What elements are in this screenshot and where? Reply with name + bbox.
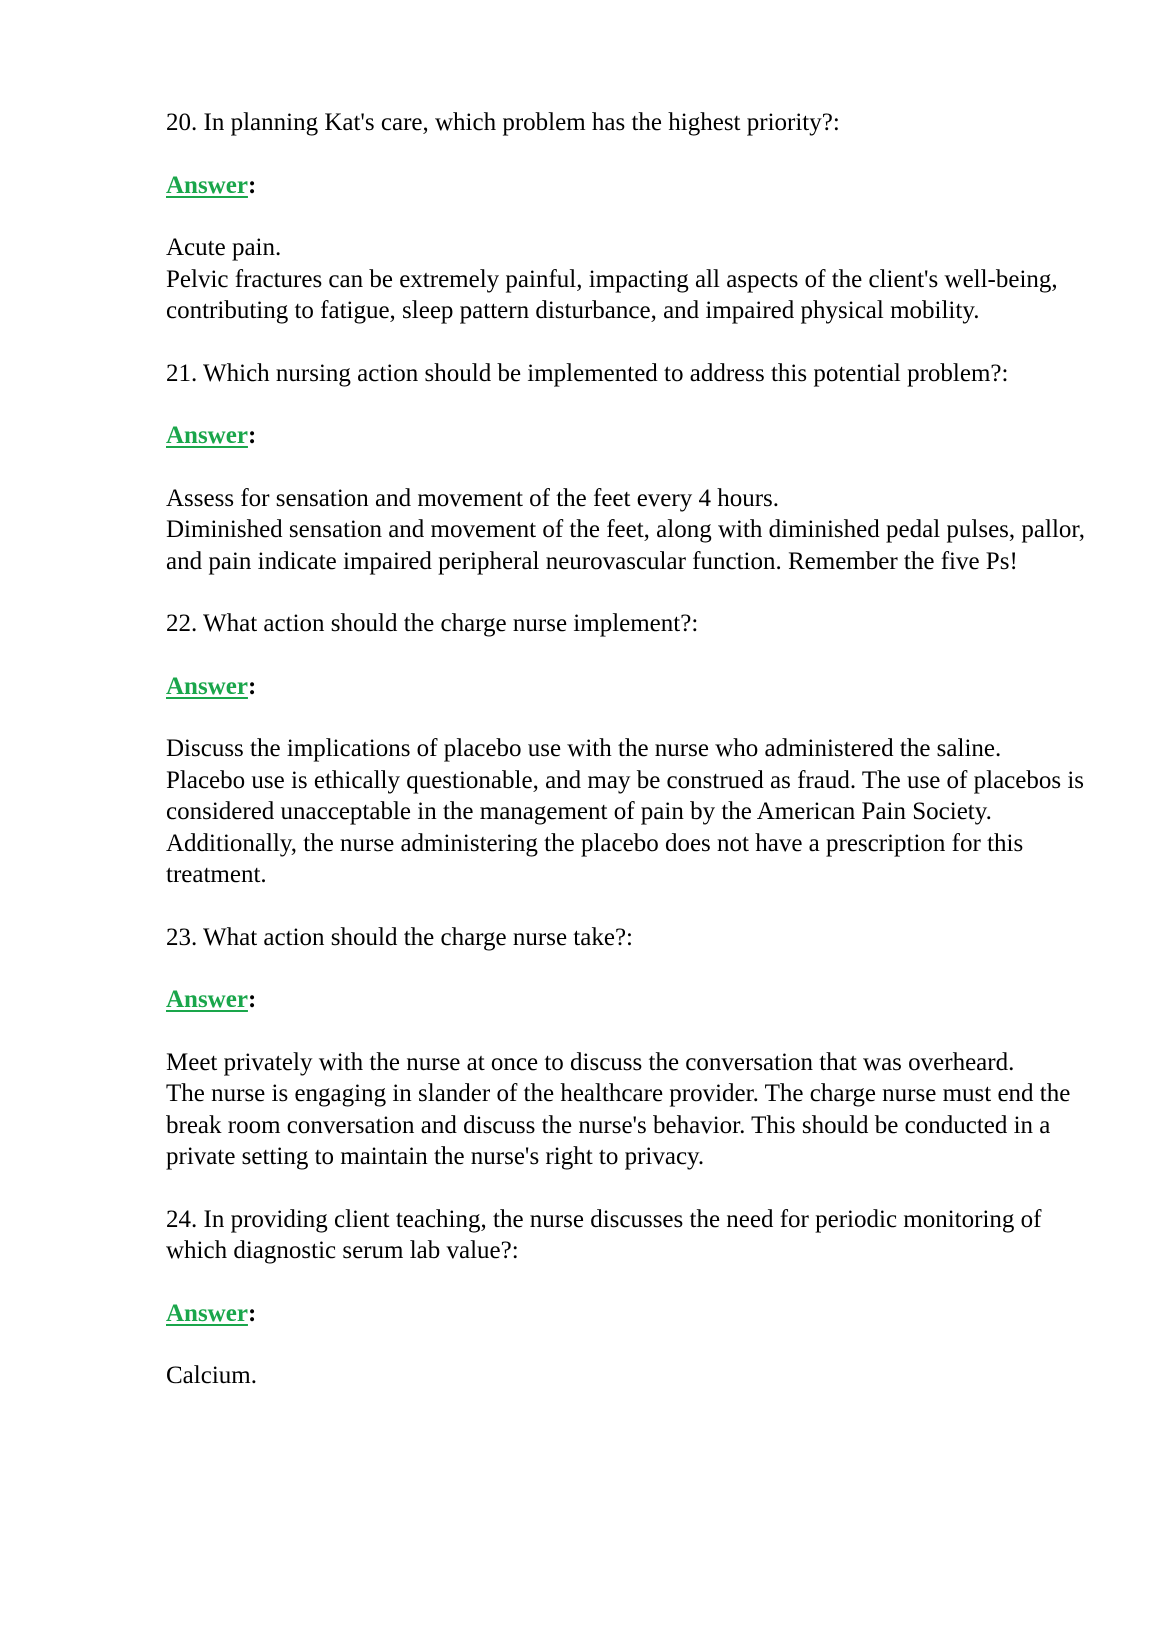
answer-label[interactable]: Answer:: [166, 1299, 257, 1327]
answer-block: [166, 232, 1086, 327]
answer-label[interactable]: Answer:: [166, 422, 257, 449]
answer-link[interactable]: Answer: [166, 986, 248, 1013]
question-text: 20. In planning Kat's care, which problem has the highest priority?:: [166, 109, 840, 136]
answer-text: Meet privately with the nurse at once to discuss the conversation that was overheard.: [166, 1048, 1015, 1076]
answer-block: [166, 733, 1086, 891]
question-text: 23. What action should the charge nurse take?:: [166, 923, 633, 951]
answer-text: Acute pain.: [166, 234, 282, 261]
answer-link[interactable]: Answer: [166, 672, 248, 700]
answer-link[interactable]: Answer: [166, 422, 248, 449]
answer-link[interactable]: Answer: [166, 171, 248, 199]
answer-text: Discuss the implications of placebo use with the nurse who administered the saline.: [166, 735, 1002, 762]
answer-text: Calcium.: [166, 1362, 257, 1389]
qa-item-24: [166, 1204, 1086, 1392]
answer-block: [166, 1360, 1086, 1392]
qa-item-21: [166, 358, 1086, 578]
answer-block: [166, 483, 1086, 578]
rationale-text: The nurse is engaging in slander of the healthcare provider. The charge nurse must end the break room conversation and discuss the nurse's behavior. This should be conducted in a private setting to maintain the nurse's right to privacy.: [166, 1080, 1071, 1170]
qa-item-22: [166, 608, 1086, 891]
rationale-text: Pelvic fractures can be extremely painful, impacting all aspects of the client's well-being, contributing to fatigue, sleep pattern disturbance, and impaired physical mobility.: [166, 265, 1058, 324]
answer-label[interactable]: Answer:: [166, 672, 257, 700]
answer-block: [166, 1047, 1086, 1173]
answer-text: Assess for sensation and movement of the feet every 4 hours.: [166, 484, 780, 512]
qa-item-23: [166, 922, 1086, 1173]
question-text: 22. What action should the charge nurse implement?:: [166, 610, 699, 637]
qa-item-20: [166, 107, 1086, 327]
answer-link[interactable]: Answer: [166, 1299, 248, 1327]
question-text: 24. In providing client teaching, the nurse discusses the need for periodic monitoring of which diagnostic serum lab value?:: [166, 1205, 1042, 1264]
document-page: [166, 107, 1086, 1423]
question-text: 21. Which nursing action should be implemented to address this potential problem?:: [166, 359, 1009, 387]
answer-label[interactable]: Answer:: [166, 986, 257, 1013]
answer-label[interactable]: Answer:: [166, 171, 257, 199]
rationale-text: Diminished sensation and movement of the feet, along with diminished pedal pulses, pallor, and pain indicate impaired peripheral neurovascular function. Remember the five Ps!: [166, 516, 1085, 575]
rationale-text: Placebo use is ethically questionable, and may be construed as fraud. The use of placebos is considered unacceptable in the management of pain by the American Pain Society. Additionally, the nurse administering the placebo does not have a prescription for this treatment.: [166, 766, 1085, 888]
